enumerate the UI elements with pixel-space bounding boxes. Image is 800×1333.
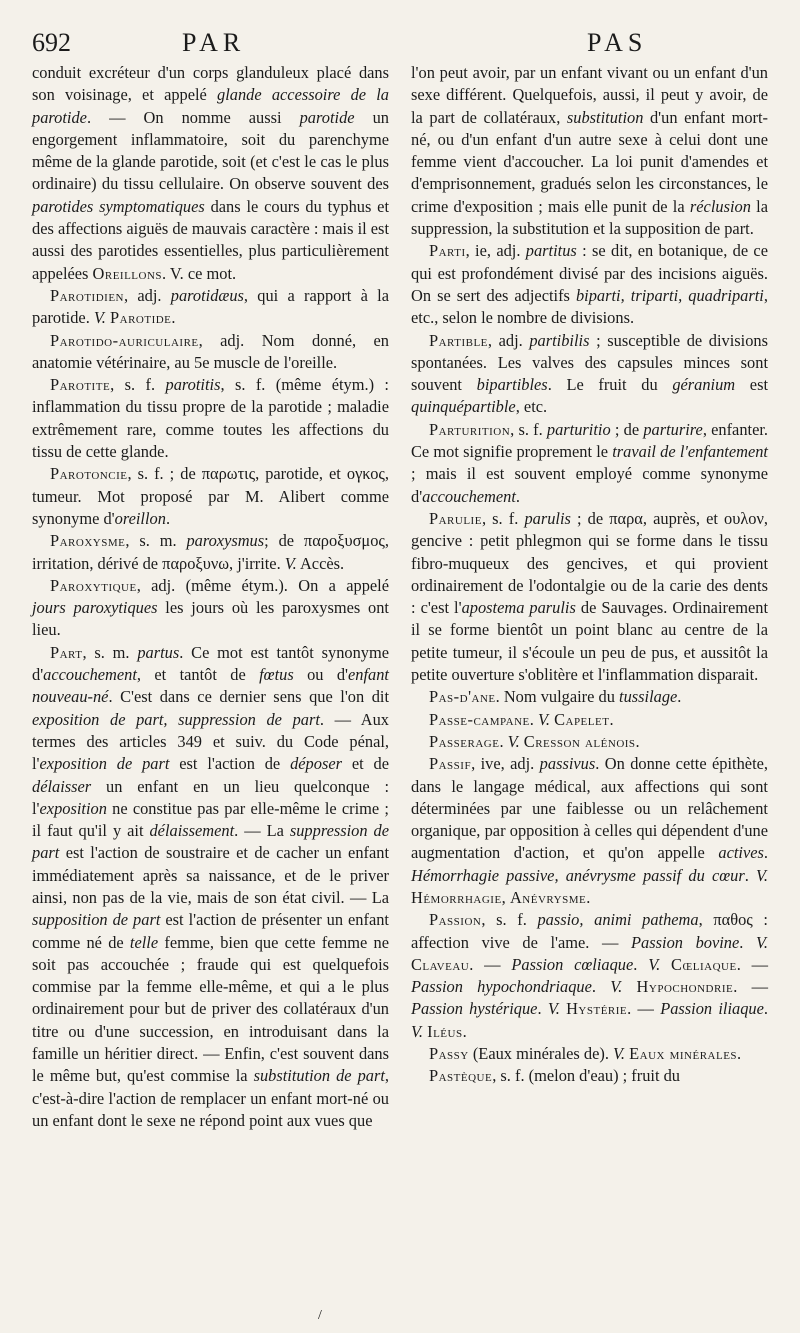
italic-text: Passion cœliaque — [511, 954, 634, 974]
entry-text: , s. f. — [110, 375, 166, 395]
entry-text: , et tantôt de — [136, 665, 260, 685]
headword-small-caps: Partible — [429, 330, 488, 350]
entry-text: . — [529, 709, 538, 729]
entry-text: , παθος : affection vive de l'ame. — — [411, 910, 768, 952]
italic-text: V. — [547, 999, 560, 1019]
headword-small-caps: Cœliaque — [671, 954, 737, 974]
italic-text: V. — [411, 1021, 423, 1041]
italic-text: exposition — [39, 798, 107, 818]
entry-text: . — [499, 731, 508, 751]
italic-text: bipartibles — [476, 375, 548, 395]
entry-text: est l'action de soustraire et de cacher un enfant immédiatement après sa naissance, et de le priver ainsi, non pas de la vie, mais de son état civil. — La — [32, 843, 389, 907]
dictionary-entry — [411, 753, 768, 909]
italic-text: partibilis — [529, 330, 590, 350]
dictionary-entry — [411, 686, 768, 708]
dictionary-entry — [411, 419, 768, 508]
dictionary-entry — [411, 330, 768, 419]
entry-text: . — [635, 731, 640, 751]
entry-text: . — [763, 999, 768, 1019]
italic-text: accouchement — [422, 486, 516, 506]
right-column — [411, 62, 768, 1132]
dictionary-entry — [32, 530, 389, 575]
dictionary-entry — [411, 1065, 768, 1087]
dictionary-entry — [32, 463, 389, 530]
entry-text: (Eaux minérales de). — [468, 1044, 614, 1064]
entry-text: , adj. Nom donné, en anatomie vétérinaire, au 5e muscle de l'oreille. — [32, 330, 389, 372]
entry-text: . — On nomme aussi — [86, 107, 300, 127]
headword-small-caps: Parotido-auriculaire — [50, 330, 199, 350]
entry-text: . — [591, 977, 611, 997]
entry-text: , ie, adj. — [465, 241, 526, 261]
headword-small-caps: Parotide — [110, 308, 172, 328]
entry-text: un enfant en un lieu quelconque : l' — [32, 776, 389, 818]
entry-text: . — — [469, 954, 512, 974]
left-column — [32, 62, 389, 1132]
italic-text: V. — [507, 731, 520, 751]
italic-text: suppression de part — [32, 821, 390, 863]
entry-text: , adj. — [124, 285, 171, 305]
dictionary-entry — [411, 731, 768, 753]
italic-text: parturitio — [546, 419, 611, 439]
headword-small-caps: Oreillons — [92, 263, 163, 283]
entry-text: . — — [733, 977, 768, 997]
italic-text: oreillon — [114, 508, 166, 528]
headword-small-caps: Parti — [429, 241, 466, 261]
entry-text: . — [537, 999, 548, 1019]
italic-text: accouchement — [43, 665, 137, 685]
headword-small-caps: Paroxytique — [50, 575, 137, 595]
entry-text: . — [677, 687, 682, 707]
italic-text: passivus — [539, 754, 596, 774]
italic-text: paroxysmus — [186, 531, 265, 551]
headword-small-caps: Parotite — [50, 375, 111, 395]
entry-text: . Nom vulgaire du — [495, 687, 620, 707]
italic-text: parotidæus — [170, 285, 244, 305]
entry-text: ; mais il est souvent employé comme synonyme d' — [411, 464, 768, 506]
italic-text: V. — [756, 932, 769, 952]
entry-text: ; susceptible de divisions spontanées. Les valves des capsules minces sont souvent — [411, 330, 768, 395]
italic-text: parotitis — [165, 375, 221, 395]
entry-text: : se dit, en botanique, de ce qui est profondément divisé par des incisions aiguës. On se sert des adjectifs — [411, 241, 768, 305]
headword-small-caps: Paroxysme — [50, 531, 126, 551]
headword-small-caps: Cresson alénois — [523, 731, 636, 751]
entry-text: , ive, adj. — [471, 754, 540, 774]
entry-text: . V. ce mot. — [162, 263, 237, 283]
headword-small-caps: Parotoncie — [50, 464, 128, 484]
italic-text: parturire — [643, 419, 703, 439]
entry-text: la suppression, la substitution et la supposition de part. — [411, 196, 768, 239]
dictionary-entry — [411, 240, 768, 329]
headword-small-caps: Hypochondrie — [636, 977, 734, 997]
entry-text: . — [739, 932, 757, 952]
headword-small-caps: Pastèque — [429, 1066, 493, 1086]
footer-mark: / — [318, 1308, 322, 1323]
running-header — [32, 28, 768, 62]
entry-text: . — [171, 308, 176, 328]
headword-small-caps: Passy — [429, 1044, 469, 1064]
headword-small-caps: Iléus — [427, 1021, 463, 1041]
entry-text: , s. f. ; de παρωτις, parotide, et ογκος, tumeur. Mot proposé par M. Alibert comme synonyme d' — [32, 464, 389, 528]
left-running-head: PAR — [182, 28, 246, 57]
entry-text: l'on peut avoir, par un enfant vivant ou un enfant d'un sexe différent. Quelquefois, aussi, il peut y avoir, de la part de collatéraux, — [411, 63, 768, 127]
italic-text: substitution — [566, 107, 644, 127]
italic-text: déposer — [290, 754, 342, 774]
entry-text: , s. f. (même étym.) : inflammation du tissu propre de la parotide ; maladie extrêmement rare, comme toutes les affections du tissu de cette glande. — [32, 375, 389, 462]
dictionary-entry — [32, 575, 389, 642]
entry-text: ou d' — [293, 665, 349, 685]
headword-small-caps: Eaux minérales — [629, 1044, 738, 1064]
italic-text: Passion iliaque — [660, 999, 764, 1019]
entry-text: , adj. — [487, 330, 530, 350]
entry-text: , s. m. — [82, 642, 138, 662]
entry-text: , s. m. — [125, 531, 187, 551]
italic-text: partus — [137, 642, 180, 662]
italic-text: parulis — [524, 508, 571, 528]
entry-text: femme, bien que cette femme ne soit pas accouchée ; fraude qui est quelquefois commise par la femme elle-même, et qui a le plus ordinairement pour but de priver des collatéraux d'un titre ou d'une succession, en introduisant dans la famille un héritier direct. — Enfin, c'est souvent dans le même but, qu'est commise la — [32, 932, 389, 1086]
entry-text: . — La — [234, 821, 290, 841]
right-running-head: PAS — [587, 28, 648, 57]
italic-text: jours paroxytiques — [32, 598, 158, 618]
italic-text: parotides symptomatiques — [32, 196, 205, 216]
headword-small-caps: Parturition — [429, 419, 511, 439]
entry-text: , etc. — [515, 397, 548, 417]
entry-text: dans le cours du typhus et des affections aiguës de mauvais caractère : mais il est aussi des parotides essentielles, plus particulièrement appelées — [32, 196, 389, 283]
italic-text: passio, animi pathema — [537, 910, 699, 930]
italic-text: telle — [129, 932, 159, 952]
entry-text: , c'est-à-dire l'action de remplacer un enfant mort-né ou un enfant dont le sexe ne répond point aux vues que — [32, 1066, 389, 1130]
italic-text: V. — [284, 553, 297, 573]
entry-text: , s. f. — [481, 508, 525, 528]
entry-text: Accès. — [296, 553, 345, 573]
entry-text: , s. f. — [510, 419, 547, 439]
italic-text: apostema parulis — [461, 598, 576, 618]
italic-text: fœtus — [259, 665, 294, 685]
entry-text — [660, 955, 671, 974]
entry-text: ne constitue pas par elle-même le crime ; il faut qu'il y ait — [32, 798, 389, 841]
italic-text: Passion hypochondriaque — [411, 977, 592, 997]
entry-text: , qui a rapport à la parotide. — [32, 285, 389, 328]
dictionary-entry — [32, 330, 389, 375]
italic-text: parotide — [299, 107, 355, 127]
headword-small-caps: Passe-campane — [429, 709, 530, 729]
dictionary-entry — [411, 709, 768, 731]
italic-text: V. — [537, 709, 550, 729]
headword-small-caps: Parulie — [429, 508, 482, 528]
italic-text: supposition de part — [32, 910, 161, 930]
text-columns — [32, 62, 768, 1132]
entry-text: de Sauvages. Ordinairement il se forme bientôt un point blanc au centre de la petite tumeur, il s'écoule un peu de pus, et aussitôt la petite ouverture s'oblitère et l'inflammation disparait. — [411, 598, 769, 685]
italic-text: Passion bovine — [631, 932, 740, 952]
italic-text: Passion hystérique — [411, 999, 538, 1019]
entry-text: . — [609, 709, 614, 729]
italic-text: actives — [718, 843, 764, 863]
headword-small-caps: Passerage — [429, 731, 500, 751]
italic-text: V. — [610, 977, 623, 997]
entry-text: , s. f. — [481, 910, 538, 930]
dictionary-entry — [411, 508, 768, 686]
headword-small-caps: Hémorrhagie, Anévrysme — [411, 887, 587, 907]
entry-text: un engorgement inflammatoire, soit du parenchyme même de la glande parotide, soit (et c'est le cas le plus ordinaire) du tissu cellulaire. On observe souvent des — [32, 107, 389, 194]
entry-text: ; de παρα, auprès, et ουλον, gencive : petit phlegmon qui se forme dans le tissu fibro-muqueux des gencives, et qui provient ordinairement de l'odontalgie ou de la carie des dents : c'est l' — [411, 508, 768, 618]
italic-text: V. — [93, 308, 106, 328]
dictionary-entry — [32, 374, 389, 463]
italic-text: quinquépartible — [411, 397, 516, 417]
dictionary-entry — [411, 62, 768, 240]
entry-text: . — [165, 508, 171, 528]
entry-text: ; de — [610, 419, 644, 439]
entry-text: . On donne cette épithète, dans le langage médical, aux affections qui sont déterminées par une faiblesse ou un relâchement organique, par opposition à celles qui dépendent d'une augmentation d'action, et qu'on appelle — [411, 754, 768, 863]
entry-text: . — [744, 865, 756, 885]
entry-text: est — [735, 375, 769, 395]
entry-text: les jours où les paroxysmes ont lieu. — [32, 598, 389, 640]
entry-text: . Ce mot est tantôt synonyme d' — [32, 642, 389, 685]
italic-text: V. — [613, 1044, 626, 1064]
entry-text: . — Aux termes des articles 349 et suiv. du Code pénal, l' — [32, 709, 389, 774]
entry-text: , etc., selon le nombre de divisions. — [411, 285, 768, 328]
italic-text: V. — [756, 865, 768, 885]
entry-text: . — [737, 1044, 742, 1064]
entry-text: et de — [341, 754, 389, 774]
headword-small-caps: Passif — [429, 754, 472, 774]
headword-small-caps: Passion — [429, 910, 482, 930]
italic-text: exposition de part — [39, 754, 170, 774]
entry-text: . — — [736, 954, 768, 974]
dictionary-entry — [32, 642, 389, 1133]
headword-small-caps: Claveau — [411, 954, 470, 974]
entry-text — [622, 977, 636, 996]
italic-text: glande accessoire de la parotide — [32, 85, 389, 127]
dictionary-entry — [411, 909, 768, 1043]
italic-text: géranium — [672, 375, 736, 395]
entry-text: , enfanter. Ce mot signifie proprement le — [411, 419, 768, 462]
entry-text: . — [763, 843, 768, 863]
entry-text: conduit excréteur d'un corps glanduleux placé dans son voisinage, et appelé — [32, 63, 389, 105]
entry-text: . — [515, 486, 521, 506]
headword-small-caps: Hystérie — [566, 999, 628, 1019]
entry-text: , adj. (même étym.). On a appelé — [136, 575, 389, 595]
headword-small-caps: Pas-d'ane — [429, 687, 496, 707]
entry-text: ; de παροξυσμος, irritation, dérivé de παροξυνω, j'irrite. — [32, 531, 389, 573]
page-number: 692 — [32, 28, 71, 57]
italic-text: travail de l'enfantement — [612, 442, 768, 462]
entry-text: est l'action de présenter un enfant comme né de — [32, 910, 389, 952]
dictionary-entry — [411, 1043, 768, 1065]
entry-text: . — [633, 954, 649, 974]
dictionary-entry — [32, 285, 389, 330]
entry-text: d'un enfant mort-né, ou d'un enfant d'un autre sexe à celui dont une femme vient d'accoucher. La loi punit d'amendes et d'emprisonnement, gradués selon les circonstances, le crime d'exposition ; mais elle punit de la — [411, 107, 768, 216]
italic-text: délaissement — [149, 821, 235, 841]
italic-text: substitution de part — [253, 1066, 385, 1086]
entry-text: . Le fruit du — [547, 375, 673, 395]
italic-text: exposition de part, suppression de part — [32, 709, 320, 729]
entry-text: . C'est dans ce dernier sens que l'on dit — [108, 687, 389, 707]
entry-text: est l'action de — [169, 754, 291, 774]
italic-text: délaisser — [32, 776, 92, 796]
headword-small-caps: Capelet — [554, 709, 610, 729]
italic-text: Hémorrhagie passive, anévrysme passif du cœur — [411, 865, 745, 885]
italic-text: enfant nouveau-né — [32, 665, 389, 707]
entry-text: . — [586, 887, 591, 907]
entry-text: . — — [627, 999, 661, 1019]
dictionary-entry — [32, 62, 389, 285]
entry-text: . — [462, 1021, 467, 1041]
italic-text: tussilage — [619, 687, 678, 707]
entry-text: , s. f. (melon d'eau) ; fruit du — [492, 1066, 680, 1086]
italic-text: V. — [648, 954, 661, 974]
headword-small-caps: Part — [50, 642, 83, 662]
headword-small-caps: Parotidien — [50, 285, 124, 305]
italic-text: réclusion — [689, 196, 751, 216]
italic-text: partitus — [525, 241, 577, 261]
italic-text: biparti, triparti, quadriparti — [575, 285, 764, 305]
